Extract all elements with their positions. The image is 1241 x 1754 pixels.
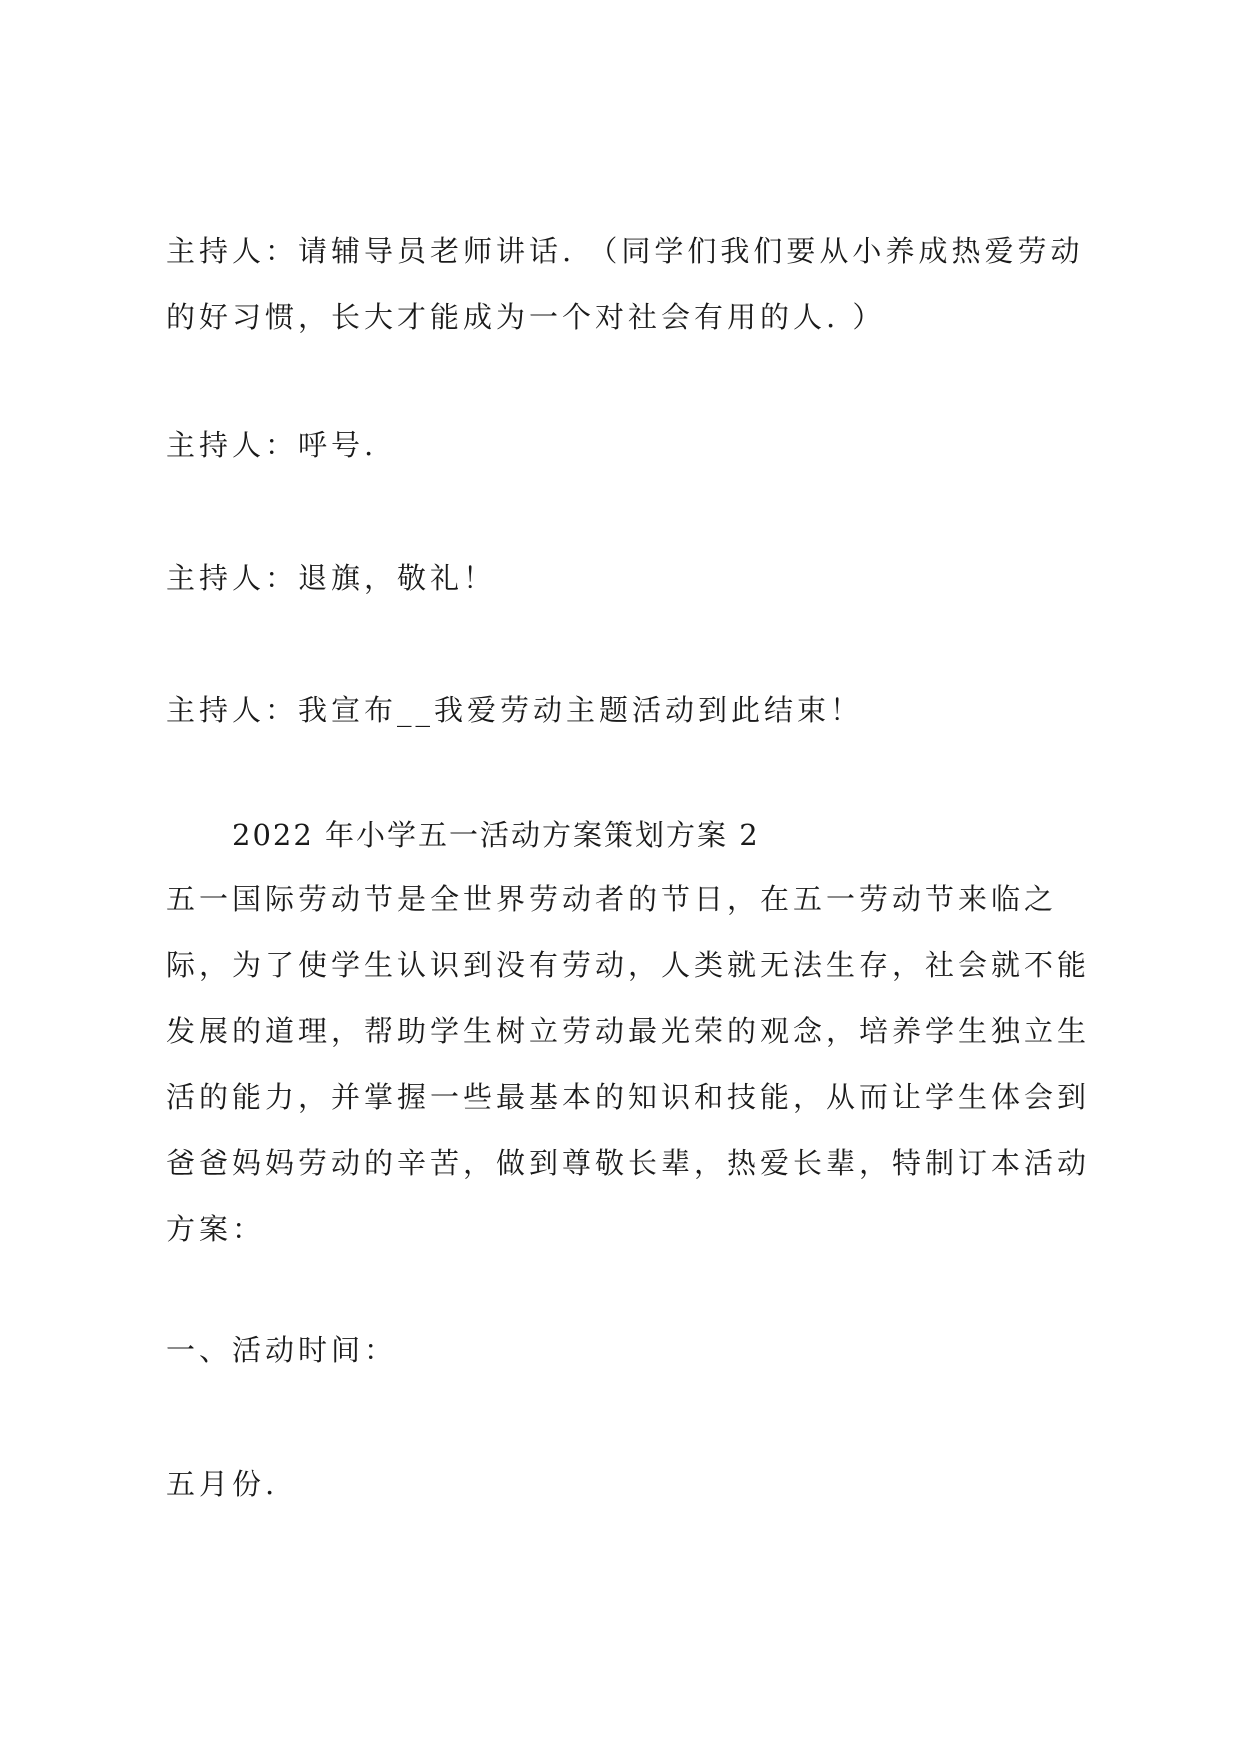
paragraph-line: 主持人：我宣布__我爱劳动主题活动到此结束！	[166, 693, 864, 727]
host-flag-paragraph	[166, 545, 1096, 611]
paragraph-line: 的好习惯，长大才能成为一个对社会有用的人. ）	[166, 300, 886, 334]
section-title: 2022 年小学五一活动方案策划方案 2	[232, 818, 760, 852]
paragraph-line: 发展的道理，帮助学生树立劳动最光荣的观念，培养学生独立生	[166, 1014, 1091, 1048]
paragraph-line: 际，为了使学生认识到没有劳动，人类就无法生存，社会就不能	[166, 948, 1091, 982]
paragraph-line: 方案：	[166, 1212, 266, 1246]
paragraph-line: 五月份.	[166, 1467, 279, 1501]
body-paragraph	[166, 866, 1096, 1262]
host-closing-paragraph	[166, 677, 1096, 743]
paragraph-line: 主持人：退旗，敬礼！	[166, 561, 497, 595]
section-text	[166, 1451, 1096, 1517]
heading-line: 一、活动时间：	[166, 1333, 398, 1367]
paragraph-line: 主持人：呼号.	[166, 428, 378, 462]
host-call-paragraph	[166, 412, 1096, 478]
paragraph-line: 主持人：请辅导员老师讲话. （同学们我们要从小养成热爱劳动	[166, 234, 1084, 268]
paragraph-line: 五一国际劳动节是全世界劳动者的节日，在五一劳动节来临之	[166, 882, 1058, 916]
section-heading	[166, 1317, 1096, 1383]
host-speech-paragraph	[166, 218, 1096, 350]
paragraph-line: 活的能力，并掌握一些最基本的知识和技能，从而让学生体会到	[166, 1080, 1091, 1114]
paragraph-line: 爸爸妈妈劳动的辛苦，做到尊敬长辈，热爱长辈，特制订本活动	[166, 1146, 1091, 1180]
